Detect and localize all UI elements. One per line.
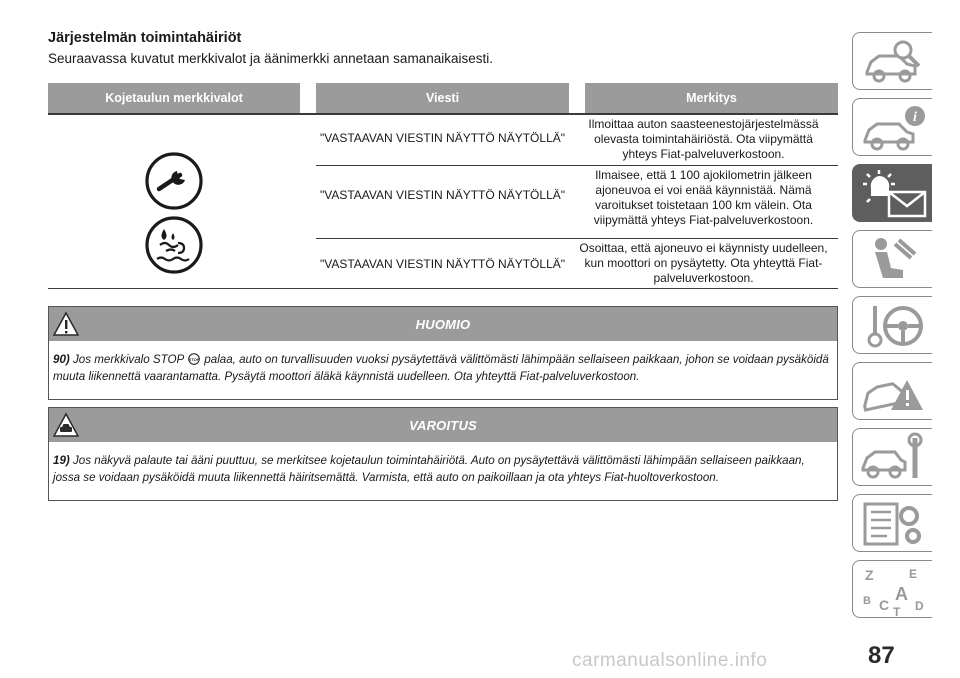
car-emergency-icon — [859, 366, 929, 418]
notice-text: 19) Jos näkyvä palaute tai ääni puuttuu, se merkitsee kojetaulun toimintahäiriötä. Auto on pysäytettävä välittömästi lähimpään sellaiseen paikkaan, jossa se voidaan pysäköidä muuta liikennettä häiritsemättä. Varmista, että auto on paikoillaan ja ota yhteys Fiat-huoltoverkostoon. — [53, 454, 805, 484]
notice-box-attention — [48, 306, 838, 400]
tab-car-info[interactable] — [852, 98, 932, 156]
tab-safety[interactable] — [852, 230, 932, 288]
svg-text:E: E — [909, 567, 918, 581]
svg-text:T: T — [893, 605, 901, 616]
svg-text:A: A — [895, 584, 908, 604]
svg-text:STOP: STOP — [188, 356, 200, 362]
warning-light-message-icon — [859, 168, 929, 220]
section-intro: Seuraavassa kuvatut merkkivalot ja äänimerkki annetaan samanaikaisesti. — [48, 51, 493, 66]
notice-number: 19) — [53, 454, 70, 467]
row-message: "VASTAAVAN VIESTIN NÄYTTÖ NÄYTÖLLÄ" — [319, 257, 565, 271]
notice-heading: VAROITUS — [409, 417, 477, 433]
notice-text: 90) Jos merkkivalo STOP STOP palaa, auto on turvallisuuden vuoksi pysäytettävä välittömästi lähimpään sellaiseen paikkaan, johon se voidaan pysäköidä muuta liikennettä vaarantamatta. Pysäytä moottori äläkä käynnistä uudelleen. Ota yhteyttä Fiat-palveluverkostoon. — [53, 353, 829, 383]
header-message: Viesti — [316, 83, 569, 113]
page-number: 87 — [868, 642, 895, 669]
tab-warning-lights-messages[interactable] — [852, 164, 932, 222]
warning-lights-table — [48, 83, 838, 289]
header-meaning: Merkitys — [585, 83, 838, 113]
notice-number: 90) — [53, 353, 70, 366]
tab-technical-data[interactable] — [852, 494, 932, 552]
svg-text:i: i — [913, 110, 917, 125]
specifications-icon — [859, 498, 929, 550]
row-message: "VASTAAVAN VIESTIN NÄYTTÖ NÄYTÖLLÄ" — [319, 188, 565, 202]
table-row — [316, 238, 838, 289]
svg-text:B: B — [863, 595, 871, 607]
notice-header — [49, 408, 837, 442]
table-row — [316, 115, 838, 164]
tab-service[interactable] — [852, 428, 932, 486]
car-warning-icon — [53, 412, 79, 438]
table-body — [48, 115, 838, 289]
notice-box-warning — [48, 407, 838, 501]
svg-text:D: D — [915, 599, 924, 613]
notice-header — [49, 307, 837, 341]
steering-key-icon — [859, 300, 929, 352]
table-row — [316, 165, 838, 237]
notice-heading: HUOMIO — [415, 316, 471, 332]
table-header — [48, 83, 838, 115]
section-title: Järjestelmän toimintahäiriöt — [48, 30, 242, 46]
car-search-icon — [859, 36, 929, 88]
row-meaning: Ilmaisee, että 1 100 ajokilometrin jälkeen ajoneuvoa ei voi enää käynnistää. Nämä varoitukset toistetaan 100 km välein. Ota viipymättä yhteys Fiat-palveluverkostoon. — [593, 168, 814, 227]
tab-emergency[interactable] — [852, 362, 932, 420]
engine-oil-icon — [144, 215, 204, 275]
stop-light-icon — [188, 353, 200, 365]
watermark: carmanualsonline.info — [572, 650, 768, 671]
warning-light-icons — [48, 115, 300, 289]
car-service-icon — [859, 432, 929, 484]
tab-index[interactable] — [852, 560, 932, 618]
row-message: "VASTAAVAN VIESTIN NÄYTTÖ NÄYTÖLLÄ" — [319, 131, 565, 145]
wrench-icon — [144, 151, 204, 211]
airbag-seat-icon — [859, 234, 929, 286]
row-meaning: Osoittaa, että ajoneuvo ei käynnisty uudelleen, kun moottori on pysäytetty. Ota yhteyttä Fiat-palveluverkostoon. — [579, 241, 828, 285]
tab-starting-driving[interactable] — [852, 296, 932, 354]
car-info-icon — [859, 102, 929, 154]
svg-text:C: C — [879, 597, 890, 613]
row-meaning: Ilmoittaa auton saasteenestojärjestelmässä olevasta toimintahäiriöstä. Ota viipymättä yhteys Fiat-palveluverkostoon. — [588, 117, 819, 161]
warning-triangle-icon — [53, 311, 79, 337]
alphabet-index-icon — [859, 564, 929, 616]
svg-text:Z: Z — [865, 567, 874, 583]
tab-car-search[interactable] — [852, 32, 932, 90]
header-warning-lights: Kojetaulun merkkivalot — [48, 83, 300, 113]
